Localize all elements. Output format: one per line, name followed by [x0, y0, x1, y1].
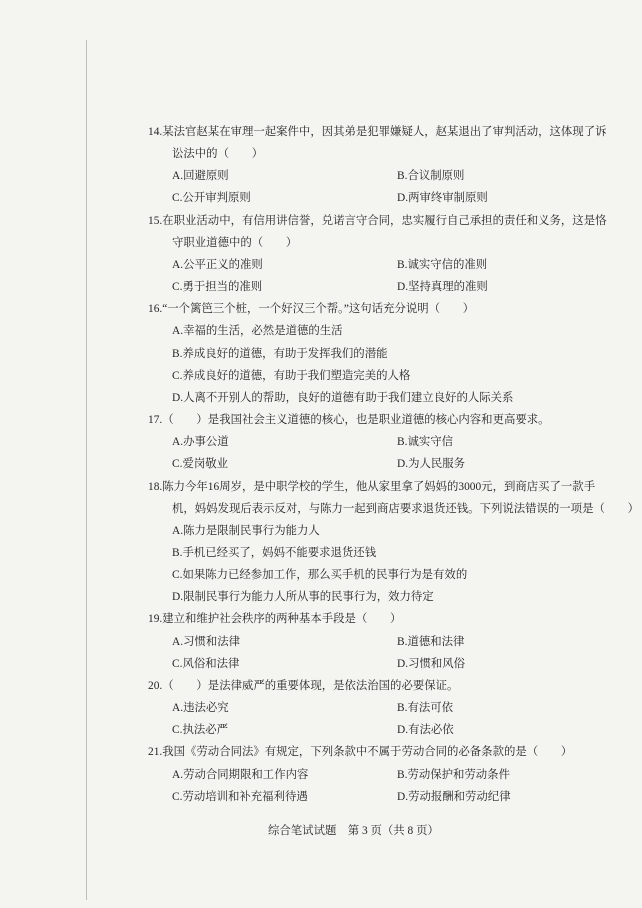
option-row [148, 697, 618, 719]
option-d: D.劳动报酬和劳动纪律 [397, 790, 511, 803]
question-stem-continued: 机，妈妈发现后表示反对，与陈力一起到商店要求退货还钱。下列说法错误的一项是（ ） [172, 502, 640, 515]
question-17 [148, 409, 618, 475]
option-b: B.诚实守信的准则 [397, 258, 488, 271]
option-c: C.风俗和法律 [172, 657, 240, 670]
option-row [148, 276, 618, 298]
question-stem: 14.某法官赵某在审理一起案件中，因其弟是犯罪嫌疑人，赵某退出了审判活动，这体现了诉 [148, 126, 607, 138]
option-a: A.办事公道 [172, 436, 229, 449]
option-d: D.两审终审制原则 [397, 192, 488, 205]
option-a: A.习惯和法律 [172, 635, 241, 648]
question-stem: 17.（ ）是我国社会主义道德的核心，也是职业道德的核心内容和更高要求。 [148, 414, 550, 427]
question-14 [148, 121, 618, 210]
exam-questions [148, 121, 640, 808]
option-row [148, 631, 618, 653]
option-row [148, 719, 618, 741]
question-16 [148, 298, 618, 409]
question-21 [148, 741, 618, 807]
option-a: A.陈力是限制民事行为能力人 [172, 524, 320, 537]
option-row [148, 786, 618, 808]
option-b: B.劳动保护和劳动条件 [397, 768, 510, 781]
question-15 [148, 210, 618, 299]
option-c: C.如果陈力已经参加工作，那么买手机的民事行为是有效的 [172, 569, 468, 582]
option-c: C.执法必严 [172, 724, 229, 737]
option-b: B.诚实守信 [397, 436, 454, 449]
question-stem-continued: 讼法中的（ ） [172, 148, 264, 161]
question-stem: 20.（ ）是法律威严的重要体现，是依法治国的必要保证。 [148, 679, 459, 692]
option-b: B.合议制原则 [397, 170, 465, 183]
option-d: D.坚持真理的准则 [397, 281, 488, 294]
option-a: A.幸福的生活，必然是道德的生活 [172, 325, 343, 338]
page-footer: 综合笔试试题 第 3 页（共 8 页） [268, 825, 439, 837]
option-row [148, 165, 618, 187]
option-b: B.有法可依 [397, 702, 454, 715]
option-b: B.手机已经买了，妈妈不能要求退货还钱 [172, 546, 377, 559]
option-d: D.限制民事行为能力人所从事的民事行为，效力待定 [172, 591, 434, 604]
option-a: A.违法必究 [172, 702, 229, 715]
option-row [148, 764, 618, 786]
option-row [148, 453, 618, 475]
option-a: A.劳动合同期限和工作内容 [172, 768, 309, 781]
question-stem: 15.在职业活动中，有信用讲信誉，兑诺言守合同，忠实履行自己承担的责任和义务，这是恪 [148, 214, 607, 227]
question-18 [148, 476, 640, 609]
question-stem: 16.“一个篱笆三个桩，一个好汉三个帮。”这句话充分说明（ ） [148, 303, 475, 316]
option-b: B.道德和法律 [397, 635, 465, 648]
option-row [148, 254, 618, 276]
option-c: C.公开审判原则 [172, 192, 251, 205]
option-row [148, 431, 618, 453]
question-20 [148, 675, 618, 741]
option-d: D.为人民服务 [397, 458, 466, 471]
option-row [148, 653, 618, 675]
option-c: C.养成良好的道德，有助于我们塑造完美的人格 [172, 369, 411, 382]
binding-line [86, 40, 87, 900]
option-c: C.劳动培训和补充福利待遇 [172, 790, 308, 803]
option-d: D.有法必依 [397, 724, 454, 737]
option-a: A.公平正义的准则 [172, 258, 263, 271]
question-19 [148, 608, 618, 674]
question-stem: 19.建立和维护社会秩序的两种基本手段是（ ） [148, 613, 402, 626]
option-c: C.勇于担当的准则 [172, 281, 263, 294]
option-row [148, 187, 618, 209]
question-stem: 18.陈力今年16周岁，是中职学校的学生，他从家里拿了妈妈的3000元，到商店买了一款手 [148, 480, 596, 493]
option-c: C.爱岗敬业 [172, 458, 229, 471]
question-stem-continued: 守职业道德中的（ ） [172, 236, 298, 249]
option-d: D.习惯和风俗 [397, 657, 466, 670]
option-d: D.人离不开别人的帮助，良好的道德有助于我们建立良好的人际关系 [172, 391, 514, 404]
option-b: B.养成良好的道德，有助于发挥我们的潜能 [172, 347, 388, 360]
question-stem: 21.我国《劳动合同法》有规定，下列条款中不属于劳动合同的必备条款的是（ ） [148, 746, 573, 759]
option-a: A.回避原则 [172, 170, 229, 183]
